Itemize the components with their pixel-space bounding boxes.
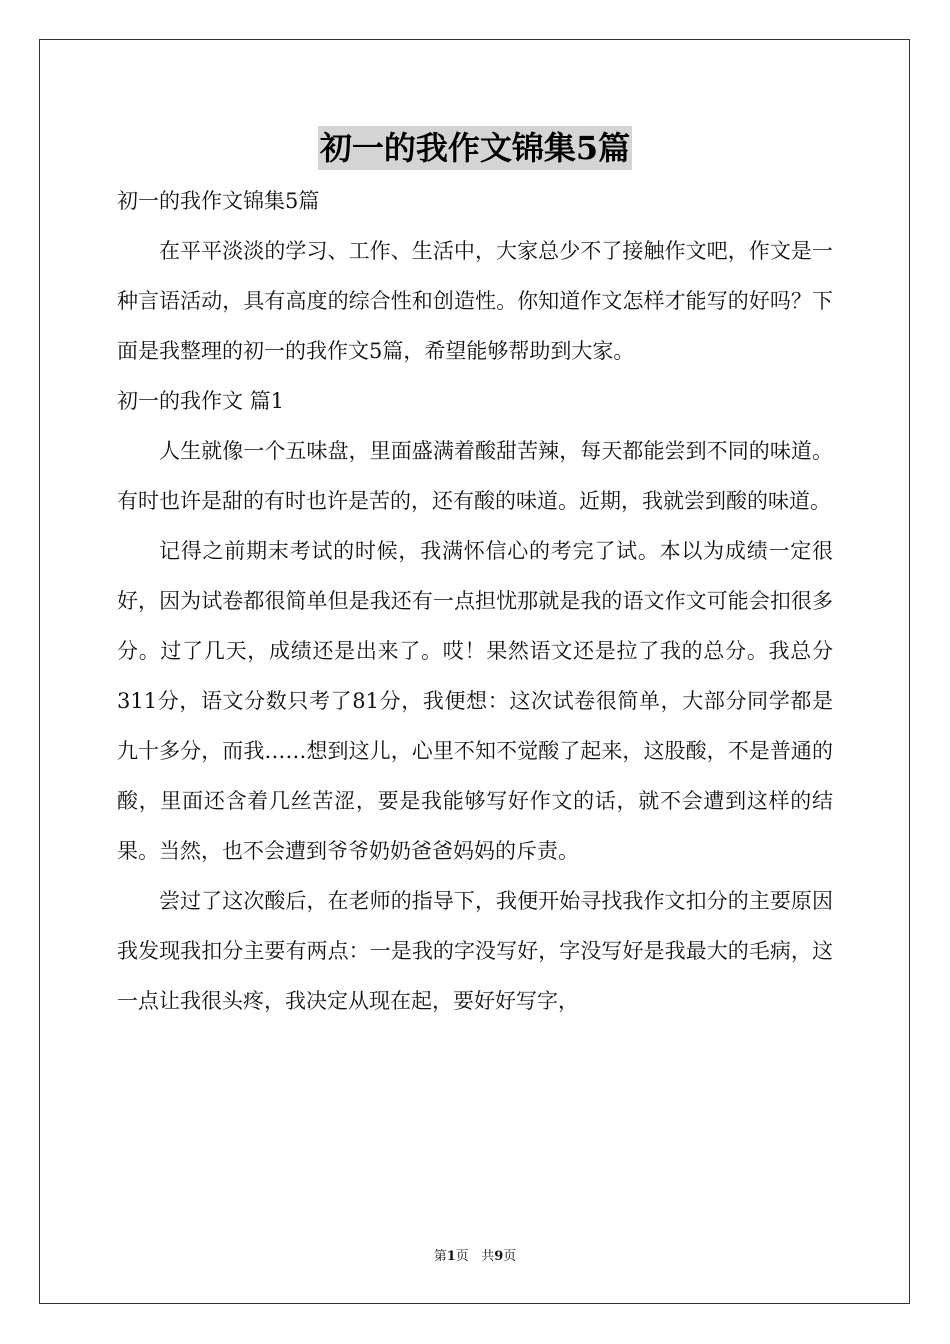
body-paragraph: 尝过了这次酸后，在老师的指导下，我便开始寻找我作文扣分的主要原因我发现我扣分主要有两点：一是我的字没写好，字没写好是我最大的毛病，这一点让我很头疼，我决定从现在起，要好好写字， <box>117 889 833 1013</box>
section-heading: 初一的我作文 篇1 <box>117 389 285 413</box>
total-pages: 9 <box>494 1249 504 1264</box>
total-suffix: 页 <box>503 1249 517 1264</box>
body-paragraph: 人生就像一个五味盘，里面盛满着酸甜苦辣，每天都能尝到不同的味道。有时也许是甜的有时也许是苦的，还有酸的味道。近期，我就尝到酸的味道。 <box>117 439 833 513</box>
document-subtitle: 初一的我作文锦集5篇 <box>117 189 320 213</box>
total-prefix: 共 <box>481 1249 495 1264</box>
body-paragraph: 记得之前期末考试的时候，我满怀信心的考完了试。本以为成绩一定很好，因为试卷都很简单但是我还有一点担忧那就是我的语文作文可能会扣很多分。过了几天，成绩还是出来了。哎！果然语文还是拉了我的总分。我总分311分，语文分数只考了81分，我便想：这次试卷很简单，大部分同学都是九十多分，而我……想到这儿，心里不知不觉酸了起来，这股酸，不是普通的酸，里面还含着几丝苦涩，要是我能够写好作文的话，就不会遭到这样的结果。当然，也不会遭到爷爷奶奶爸爸妈妈的斥责。 <box>117 539 833 863</box>
page-suffix: 页 <box>455 1249 469 1264</box>
page-number: 1 <box>446 1249 456 1264</box>
document-body <box>117 176 833 1026</box>
document-title: 初一的我作文锦集5篇 <box>318 126 632 170</box>
title-wrap <box>0 126 950 170</box>
page-footer <box>0 1245 950 1264</box>
page-prefix: 第 <box>433 1249 447 1264</box>
intro-paragraph: 在平平淡淡的学习、工作、生活中，大家总少不了接触作文吧，作文是一种言语活动，具有高度的综合性和创造性。你知道作文怎样才能写的好吗？下面是我整理的初一的我作文5篇，希望能够帮助到大家。 <box>117 239 833 363</box>
